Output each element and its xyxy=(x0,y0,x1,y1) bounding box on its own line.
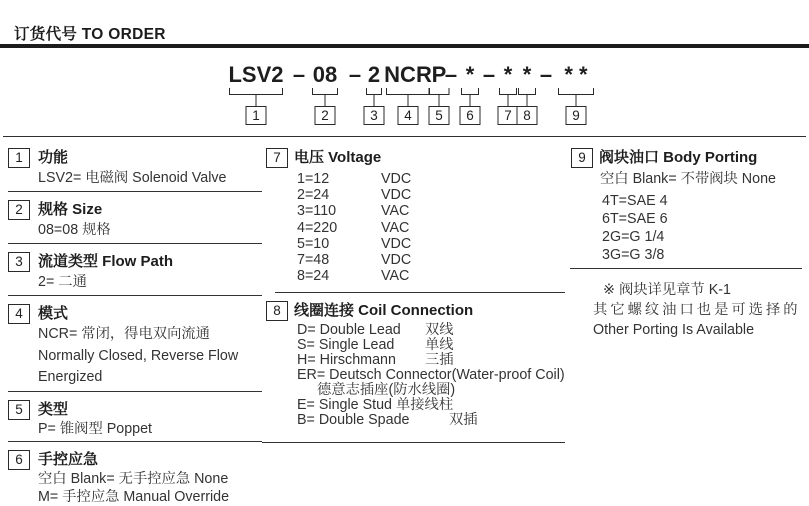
item-8-coil-connection xyxy=(266,301,572,428)
item-line: LSV2= 电磁阀 Solenoid Valve xyxy=(38,170,227,186)
stem-5 xyxy=(439,94,440,106)
item-line: 3G=G 3/8 xyxy=(602,247,665,263)
column-left xyxy=(8,148,262,506)
item-7-voltage xyxy=(266,148,572,284)
item-line: 6T=SAE 6 xyxy=(602,211,668,227)
item-3-flow-path xyxy=(8,252,262,293)
item-number-box: 7 xyxy=(266,148,288,168)
voltage-row: 2=24 VDC xyxy=(297,187,412,204)
item-line: M= 手控应急 Manual Override xyxy=(38,488,230,505)
stem-3 xyxy=(374,94,375,106)
coil-row: H= Hirschmann 三插 xyxy=(297,352,454,369)
item-number-box: 4 xyxy=(8,304,30,324)
divider xyxy=(275,292,565,293)
code-segment-2: 08 xyxy=(312,62,338,87)
code-segment-5: P xyxy=(431,62,447,87)
stem-8 xyxy=(527,94,528,106)
item-1-function xyxy=(8,148,262,189)
column-middle xyxy=(266,148,572,443)
code-segment-3: 2 xyxy=(367,62,381,87)
code-segment-7: * xyxy=(503,62,513,87)
divider xyxy=(8,391,262,392)
item-line: 空白 Blank= 无手控应急 None xyxy=(38,470,229,487)
coil-row: B= Double Spade 双插 xyxy=(297,412,478,429)
item-title: 电压 Voltage xyxy=(294,149,382,166)
code-segment-1: LSV2 xyxy=(228,62,284,87)
divider xyxy=(8,243,262,244)
item-5-type xyxy=(8,400,262,439)
item-line: 2= 二通 xyxy=(38,274,87,290)
item-line: 2G=G 1/4 xyxy=(602,229,665,245)
item-title: 流道类型 Flow Path xyxy=(38,253,174,270)
item-title: 模式 xyxy=(38,305,69,322)
code-dash: – xyxy=(348,62,362,87)
item-line: NCR= 常闭，得电双向流通 xyxy=(38,326,210,342)
item-title: 手控应急 xyxy=(38,450,99,468)
item-line: 08=08 规格 xyxy=(38,222,111,238)
item-line: P= 锥阀型 Poppet xyxy=(38,420,153,437)
voltage-row: 5=10 VDC xyxy=(297,235,412,252)
voltage-row: 7=48 VDC xyxy=(297,252,412,269)
item-line: Normally Closed, Reverse Flow xyxy=(38,347,239,364)
porting-notes xyxy=(593,280,806,340)
stem-1 xyxy=(256,94,257,106)
item-number-box: 3 xyxy=(8,252,30,272)
column-right xyxy=(565,148,806,340)
divider xyxy=(8,191,262,192)
code-segment-4: NCR xyxy=(384,62,432,87)
coil-row: 德意志插座(防水线圈) xyxy=(317,382,456,399)
item-number-box: 1 xyxy=(8,148,30,168)
voltage-row: 3=110 VAC xyxy=(297,203,410,220)
item-4-mode xyxy=(8,304,262,389)
item-line: 4T=SAE 4 xyxy=(602,193,668,209)
item-2-size xyxy=(8,200,262,241)
stem-6 xyxy=(470,94,471,106)
voltage-row: 1=12 VDC xyxy=(297,171,412,187)
code-segment-9: * * xyxy=(564,62,588,87)
divider xyxy=(8,441,262,442)
stem-7 xyxy=(508,94,509,106)
code-dash: – xyxy=(482,62,496,87)
item-title: 阀块油口 Body Porting xyxy=(599,149,758,166)
item-6-manual-override xyxy=(8,450,262,506)
stem-2 xyxy=(325,94,326,106)
code-number-box-3: 3 xyxy=(364,106,385,125)
code-dash: – xyxy=(444,62,458,87)
code-number-box-5: 5 xyxy=(429,106,450,125)
code-segment-8: * xyxy=(522,62,532,87)
item-number-box: 2 xyxy=(8,200,30,220)
note-line: 其它螺纹油口也是可选择的 xyxy=(593,302,801,318)
code-number-box-1: 1 xyxy=(246,106,267,125)
code-number-box-8: 8 xyxy=(517,106,538,125)
coil-row: E= Single Stud 单接线柱 xyxy=(297,397,454,414)
coil-row: S= Single Lead 单线 xyxy=(297,337,454,354)
code-segment-6: * xyxy=(465,62,475,87)
code-number-box-7: 7 xyxy=(498,106,519,125)
title-rule xyxy=(0,44,809,48)
code-number-box-6: 6 xyxy=(460,106,481,125)
section-divider xyxy=(3,136,806,137)
page-title: 订货代号 TO ORDER xyxy=(14,26,166,43)
divider xyxy=(262,442,565,443)
voltage-row: 4=220 VAC xyxy=(297,219,410,236)
divider xyxy=(570,268,802,269)
item-line: 空白 Blank= 不带阀块 None xyxy=(600,171,776,187)
code-dash: – xyxy=(292,62,306,87)
divider xyxy=(8,295,262,296)
stem-4 xyxy=(408,94,409,106)
item-number-box: 9 xyxy=(571,148,593,168)
stem-9 xyxy=(576,94,577,106)
item-title: 规格 Size xyxy=(38,201,103,218)
item-title: 线圈连接 Coil Connection xyxy=(294,302,474,320)
order-code-diagram xyxy=(0,62,809,134)
code-number-box-2: 2 xyxy=(315,106,336,125)
coil-row: D= Double Lead 双线 xyxy=(297,322,454,339)
item-title: 类型 xyxy=(38,400,69,418)
coil-row: ER= Deutsch Connector(Water-proof Coil) xyxy=(297,367,565,384)
voltage-row: 8=24 VAC xyxy=(297,268,410,285)
item-number-box: 5 xyxy=(8,400,30,420)
code-dash: – xyxy=(539,62,553,87)
note-line: ※ 阀块详见章节 K-1 xyxy=(603,282,731,298)
item-line: Energized xyxy=(38,369,103,385)
item-9-body-porting xyxy=(565,148,806,264)
code-number-box-9: 9 xyxy=(566,106,587,125)
item-title: 功能 xyxy=(38,149,69,166)
code-number-box-4: 4 xyxy=(398,106,419,125)
note-line: Other Porting Is Available xyxy=(593,322,755,338)
item-number-box: 8 xyxy=(266,301,288,321)
item-number-box: 6 xyxy=(8,450,30,470)
